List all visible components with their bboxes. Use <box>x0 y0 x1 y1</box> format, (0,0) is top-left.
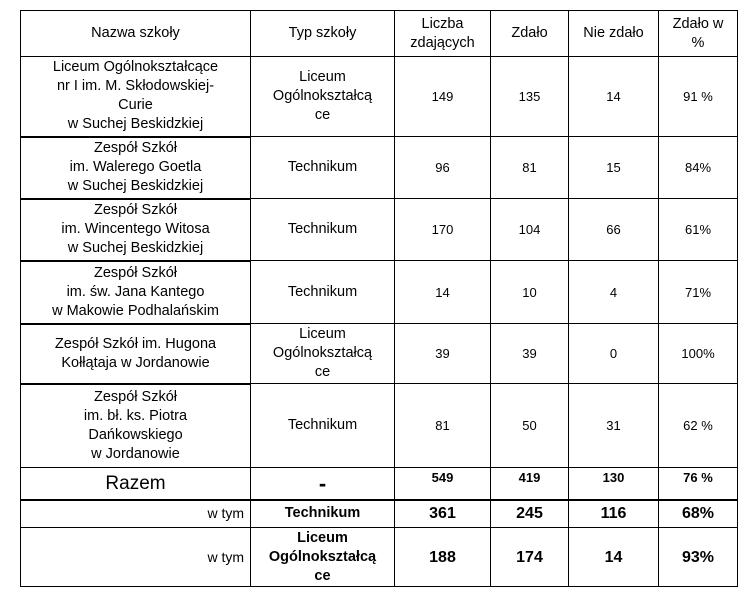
total-count: 549 <box>395 468 491 500</box>
subtotal-rate: 93% <box>659 528 738 587</box>
total-label: Razem <box>21 468 251 500</box>
table-row <box>21 199 738 261</box>
passed-cell: 39 <box>491 324 569 384</box>
school-name: Zespół Szkół im. Walerego Goetla w Suchej Beskidzkiej <box>21 137 251 199</box>
school-type: Technikum <box>251 199 395 261</box>
failed-cell: 31 <box>569 384 659 468</box>
subtotal-row <box>21 500 738 528</box>
passed-cell: 81 <box>491 137 569 199</box>
count-cell: 170 <box>395 199 491 261</box>
count-cell: 96 <box>395 137 491 199</box>
subtotal-failed: 14 <box>569 528 659 587</box>
passed-cell: 50 <box>491 384 569 468</box>
school-name: Zespół Szkół im. bł. ks. Piotra Dańkowskiego w Jordanowie <box>21 384 251 468</box>
total-failed: 130 <box>569 468 659 500</box>
subtotal-type: Liceum Ogólnokształcą ce <box>251 528 395 587</box>
exam-results-table <box>20 10 738 587</box>
table-row <box>21 324 738 384</box>
subtotal-label: w tym <box>21 528 251 587</box>
header-school-name: Nazwa szkoły <box>21 11 251 57</box>
failed-cell: 14 <box>569 57 659 137</box>
header-pass-rate: Zdało w % <box>659 11 738 57</box>
table-row <box>21 137 738 199</box>
passed-cell: 104 <box>491 199 569 261</box>
school-name: Zespół Szkół im. Hugona Kołłątaja w Jordanowie <box>21 324 251 384</box>
failed-cell: 15 <box>569 137 659 199</box>
header-row <box>21 11 738 57</box>
subtotal-passed: 174 <box>491 528 569 587</box>
count-cell: 14 <box>395 261 491 324</box>
rate-cell: 61% <box>659 199 738 261</box>
subtotal-failed: 116 <box>569 500 659 528</box>
header-count: Liczba zdających <box>395 11 491 57</box>
rate-cell: 62 % <box>659 384 738 468</box>
subtotal-passed: 245 <box>491 500 569 528</box>
subtotal-type: Technikum <box>251 500 395 528</box>
subtotal-label: w tym <box>21 500 251 528</box>
subtotal-count: 361 <box>395 500 491 528</box>
passed-cell: 135 <box>491 57 569 137</box>
rate-cell: 84% <box>659 137 738 199</box>
table-row <box>21 261 738 324</box>
failed-cell: 4 <box>569 261 659 324</box>
failed-cell: 0 <box>569 324 659 384</box>
total-passed: 419 <box>491 468 569 500</box>
count-cell: 81 <box>395 384 491 468</box>
school-name: Liceum Ogólnokształcące nr I im. M. Skłodowskiej- Curie w Suchej Beskidzkiej <box>21 57 251 137</box>
count-cell: 39 <box>395 324 491 384</box>
count-cell: 149 <box>395 57 491 137</box>
rate-cell: 100% <box>659 324 738 384</box>
header-failed: Nie zdało <box>569 11 659 57</box>
school-type: Liceum Ogólnokształcą ce <box>251 324 395 384</box>
table-row <box>21 384 738 468</box>
rate-cell: 71% <box>659 261 738 324</box>
header-school-type: Typ szkoły <box>251 11 395 57</box>
total-type: - <box>251 468 395 500</box>
subtotal-count: 188 <box>395 528 491 587</box>
school-type: Liceum Ogólnokształcą ce <box>251 57 395 137</box>
school-type: Technikum <box>251 261 395 324</box>
school-name: Zespół Szkół im. Wincentego Witosa w Suchej Beskidzkiej <box>21 199 251 261</box>
total-rate: 76 % <box>659 468 738 500</box>
total-row <box>21 468 738 500</box>
failed-cell: 66 <box>569 199 659 261</box>
subtotal-row <box>21 528 738 587</box>
passed-cell: 10 <box>491 261 569 324</box>
header-passed: Zdało <box>491 11 569 57</box>
table-row <box>21 57 738 137</box>
school-type: Technikum <box>251 137 395 199</box>
school-type: Technikum <box>251 384 395 468</box>
school-name: Zespół Szkół im. św. Jana Kantego w Makowie Podhalańskim <box>21 261 251 324</box>
rate-cell: 91 % <box>659 57 738 137</box>
subtotal-rate: 68% <box>659 500 738 528</box>
